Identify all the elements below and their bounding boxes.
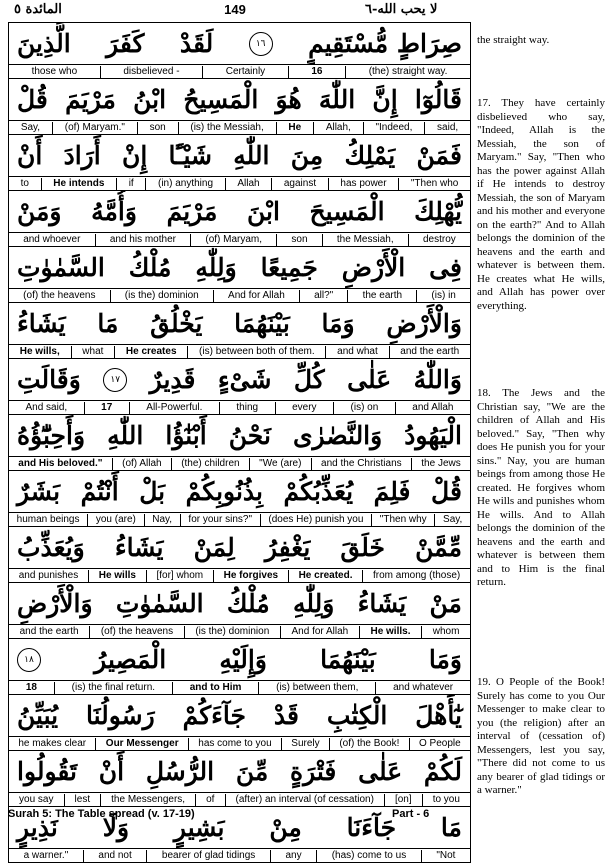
english-gloss: the Messengers, — [101, 794, 196, 806]
english-gloss: "Then who — [410, 177, 459, 189]
verse-line-4 — [9, 247, 470, 303]
juz-header-arabic: لا يحب الله-٦ — [365, 2, 438, 17]
english-gloss: human beings — [9, 514, 88, 526]
english-gloss-line — [9, 792, 470, 806]
english-gloss: and not — [84, 850, 148, 862]
english-gloss: "We (are) — [250, 458, 312, 470]
english-gloss: he makes clear — [9, 738, 96, 750]
arabic-word: ابْنَ — [246, 197, 280, 226]
arabic-word: وَلِلّٰهِ — [292, 589, 335, 618]
english-gloss: 18 — [9, 682, 55, 694]
english-gloss: you (are) — [88, 514, 144, 526]
english-gloss-line — [9, 120, 470, 134]
arabic-word: يَشَاءُ — [17, 309, 66, 338]
arabic-word: صِرَاطٍ مُّسْتَقِيمٍ — [308, 29, 462, 58]
english-gloss-line — [9, 288, 470, 302]
english-gloss: said, — [437, 121, 459, 133]
arabic-word: قَدْ — [273, 701, 299, 730]
english-gloss: and what — [326, 346, 389, 358]
arabic-word: وَأُمَّهُ — [91, 197, 137, 226]
english-gloss: (has) come to us — [317, 850, 422, 862]
english-gloss: (the) children — [172, 458, 250, 470]
english-gloss: those who — [9, 66, 101, 78]
arabic-word: قُلْ — [17, 85, 48, 114]
english-gloss: He wills — [89, 570, 147, 582]
english-gloss: "Not — [436, 849, 456, 861]
arabic-word: مَا — [440, 813, 462, 842]
english-gloss: (is the) dominion — [185, 626, 281, 638]
arabic-word: يَخْلُقُ — [150, 309, 203, 338]
english-gloss: "Indeed, — [364, 122, 426, 134]
english-gloss: has come to you — [189, 738, 282, 750]
english-gloss: Surely — [282, 738, 330, 750]
verse-line-3 — [9, 191, 470, 247]
english-gloss: Say, — [9, 122, 53, 134]
arabic-word: إِنَّ — [372, 85, 398, 114]
english-gloss: (is) the final return. — [55, 682, 173, 694]
arabic-word: الرُّسُلِ — [145, 757, 215, 786]
arabic-word: قَدِيرٌ — [149, 365, 196, 394]
arabic-word: السَّمٰوٰتِ — [115, 589, 204, 618]
arabic-line — [9, 695, 470, 736]
english-gloss: (of) the heavens — [90, 626, 185, 638]
arabic-word: الَّذِينَ — [17, 29, 71, 58]
english-gloss: He wills. — [360, 626, 422, 638]
arabic-line — [9, 471, 470, 512]
arabic-word: يٰٓأَهْلَ — [415, 701, 462, 730]
english-gloss: Allah — [226, 178, 273, 190]
arabic-word: فَمَنْ — [416, 141, 462, 170]
arabic-line — [9, 191, 470, 232]
arabic-word: مِنَ — [290, 141, 324, 170]
arabic-word: جَمِيعًا — [260, 253, 318, 282]
english-gloss: a warner." — [9, 850, 84, 862]
arabic-word: مُلْكُ — [128, 253, 172, 282]
english-gloss-line — [9, 848, 470, 862]
english-gloss: He creates — [115, 346, 188, 358]
arabic-word: وَمَنْ — [17, 197, 62, 226]
english-gloss: any — [271, 850, 317, 862]
arabic-word: قُلْ — [431, 477, 462, 506]
english-gloss: [on] — [385, 794, 423, 806]
arabic-line — [9, 79, 470, 120]
english-gloss: bearer of glad tidings — [147, 850, 271, 862]
english-gloss: He intends — [42, 178, 117, 190]
english-gloss: (of) Maryam." — [53, 122, 138, 134]
arabic-line — [9, 751, 470, 792]
english-gloss: (of) Maryam, — [191, 234, 277, 246]
english-gloss: if — [117, 178, 146, 190]
english-gloss: Nay, — [145, 514, 181, 526]
english-gloss: what — [72, 346, 116, 358]
surah-header-arabic: المائدة ٥ — [14, 2, 62, 17]
english-gloss: And for Allah — [281, 626, 360, 638]
arabic-word: لَقَدْ — [179, 29, 214, 58]
arabic-word: السَّمٰوٰتِ — [17, 253, 105, 282]
arabic-word: وَلَا — [102, 813, 130, 842]
english-gloss: He forgives — [214, 570, 289, 582]
english-gloss-line — [9, 512, 470, 526]
arabic-word: بِذُنُوبِكُمْ — [185, 477, 264, 506]
arabic-word: مَنْ — [429, 589, 462, 618]
english-gloss: disbelieved - — [101, 66, 203, 78]
arabic-word: اللّٰهِ — [107, 421, 144, 450]
english-gloss: (is) between them, — [259, 682, 376, 694]
arabic-word: مِنْ — [269, 813, 302, 842]
arabic-word: وَيُعَذِّبُ — [17, 533, 85, 562]
arabic-word: لَكُمْ — [423, 757, 462, 786]
arabic-word: أَنْتُمْ — [80, 477, 119, 506]
arabic-line — [9, 303, 470, 344]
word-by-word-grid — [8, 22, 471, 863]
english-gloss: 16 — [289, 66, 346, 78]
english-gloss: He — [277, 122, 314, 134]
arabic-word: أَنْ — [17, 141, 43, 170]
arabic-word: رَسُولُنَا — [85, 701, 155, 730]
english-gloss: to — [9, 178, 42, 190]
arabic-word: أَرَادَ — [63, 141, 101, 170]
verse-number-marker: ١٦ — [249, 32, 273, 56]
english-gloss: And said, — [9, 402, 85, 414]
arabic-word: بَلْ — [139, 477, 166, 506]
english-gloss: He wills, — [9, 346, 72, 358]
english-gloss: has power — [329, 178, 399, 190]
arabic-word: يَغْفِرُ — [264, 533, 311, 562]
english-gloss: the earth — [348, 290, 417, 302]
page-number: 149 — [224, 2, 246, 17]
arabic-word: تَقُولُوا — [17, 757, 77, 786]
arabic-word: مِّنَ — [235, 757, 269, 786]
commentary-verse-19: 19. O People of the Book! Surely has come to you Our Messenger to make clear to you (the religion) after an interval of (cessation of) Messengers, lest you say, "There did not come to us any bearer of glad tidings or a warner." — [477, 676, 605, 796]
english-gloss-line — [9, 624, 470, 638]
english-gloss: (is) the Messiah, — [179, 122, 277, 134]
english-gloss: "Then why — [372, 514, 435, 526]
english-gloss: (is the) dominion — [111, 290, 214, 302]
arabic-line — [9, 527, 470, 568]
footer-part-number: Part - 6 — [392, 808, 430, 820]
verse-line-1 — [9, 79, 470, 135]
arabic-word: وَمَا — [321, 309, 355, 338]
arabic-word: مُلْكُ — [226, 589, 270, 618]
english-gloss-line — [9, 176, 470, 190]
english-gloss: 17 — [85, 402, 130, 414]
arabic-word: شَيْـًٔا — [168, 141, 212, 170]
verse-line-9 — [9, 527, 470, 583]
english-gloss: and whoever — [9, 234, 96, 246]
english-gloss: whom — [432, 625, 460, 637]
arabic-word: فَلِمَ — [373, 477, 411, 506]
arabic-word: يَمْلِكُ — [344, 141, 396, 170]
english-gloss: and to Him — [173, 682, 259, 694]
arabic-word: نَذِيرٍ — [17, 813, 58, 842]
arabic-word: قَالُوٓا — [414, 85, 462, 114]
english-gloss-line — [9, 456, 470, 470]
verse-line-5 — [9, 303, 470, 359]
verse-line-12 — [9, 695, 470, 751]
english-gloss-line — [9, 736, 470, 750]
arabic-line — [9, 23, 470, 64]
arabic-word: الْيَهُودُ — [404, 421, 462, 450]
arabic-word: وَأَحِبّٰٓؤُهُ — [17, 421, 86, 450]
english-gloss: and His beloved." — [9, 458, 113, 470]
english-gloss: (is) on — [334, 402, 396, 414]
arabic-word: بَشَرٌ — [17, 477, 61, 506]
english-gloss: Certainly — [203, 66, 289, 78]
english-gloss: to you — [432, 793, 460, 805]
english-gloss: Our Messenger — [96, 738, 188, 750]
verse-line-11 — [9, 639, 470, 695]
arabic-word: اللّٰهَ — [318, 85, 356, 114]
arabic-word: جَآءَكُمْ — [182, 701, 246, 730]
english-gloss: destroy — [422, 233, 456, 245]
english-gloss: the Jews — [421, 457, 461, 469]
english-gloss: (is) in — [431, 289, 456, 301]
english-gloss: son — [138, 122, 179, 134]
arabic-word: يَشَاءُ — [114, 533, 164, 562]
english-gloss-line — [9, 232, 470, 246]
english-gloss: Allah, — [314, 122, 364, 134]
english-gloss-line — [9, 400, 470, 414]
arabic-word: يَشَاءُ — [357, 589, 407, 618]
verse-line-0 — [9, 23, 470, 79]
english-gloss: and Allah — [412, 401, 454, 413]
english-gloss: (of) the heavens — [9, 290, 111, 302]
verse-line-8 — [9, 471, 470, 527]
english-gloss: (is) between both of them. — [188, 346, 326, 358]
arabic-line — [9, 415, 470, 456]
english-gloss: thing — [220, 402, 276, 414]
english-gloss: against — [272, 178, 329, 190]
commentary-verse-17: 17. They have certainly disbelieved who say, "Indeed, Allah is the Messiah, the son of Maryam." Say, "Then who has the power against Allah if He intends to destroy Messiah, the son of Maryam and his mother and everyone on the earth?" And to Allah belongs the dominion of the heavens and the earth and whatever is between them. He creates what He wills, and Allah has power over everything. — [477, 97, 605, 312]
english-gloss-line — [9, 680, 470, 694]
arabic-word: وَلِلّٰهِ — [195, 253, 237, 282]
arabic-word: وَالنَّصٰرٰى — [292, 421, 383, 450]
arabic-word: الْكِتٰبِ — [326, 701, 388, 730]
english-gloss: Say, — [443, 513, 463, 525]
arabic-word: بَيْنَهُمَا — [320, 645, 376, 674]
english-gloss-line — [9, 64, 470, 78]
english-gloss: and the earth — [9, 626, 90, 638]
arabic-word: الْمَصِيرُ — [94, 645, 167, 674]
english-gloss: O People — [419, 737, 461, 749]
arabic-word: هُوَ — [275, 85, 302, 114]
arabic-word: جَآءَنَا — [346, 813, 397, 842]
arabic-word: عَلٰى — [347, 365, 392, 394]
english-gloss: the Messiah, — [323, 234, 409, 246]
verse-line-7 — [9, 415, 470, 471]
arabic-word: أَنْ — [98, 757, 125, 786]
english-gloss: and punishes — [9, 570, 89, 582]
verse-line-2 — [9, 135, 470, 191]
english-gloss: son — [277, 234, 323, 246]
arabic-word: وَالْأَرْضِ — [17, 589, 93, 618]
arabic-word: بَشِيرٍ — [173, 813, 225, 842]
arabic-word: وَقَالَتِ — [17, 365, 81, 394]
arabic-word: وَالْأَرْضِ — [386, 309, 462, 338]
english-gloss: of — [196, 794, 225, 806]
english-gloss: lest — [65, 794, 102, 806]
english-gloss: and whatever — [393, 681, 454, 693]
english-gloss: all?" — [300, 290, 348, 302]
english-gloss: (in) anything — [146, 178, 225, 190]
english-gloss: He created. — [289, 570, 363, 582]
arabic-line — [9, 583, 470, 624]
arabic-word: كُلِّ — [293, 365, 325, 394]
arabic-word: إِنْ — [121, 141, 148, 170]
english-gloss: (of) the Book! — [330, 738, 410, 750]
commentary-continuation: the straight way. — [477, 34, 550, 46]
verse-line-10 — [9, 583, 470, 639]
arabic-line — [9, 359, 470, 400]
arabic-word: لِمَنْ — [193, 533, 235, 562]
footer-surah-title: Surah 5: The Table spread (v. 17-19) — [8, 808, 195, 820]
arabic-word: وَإِلَيْهِ — [219, 645, 267, 674]
arabic-word: وَمَا — [428, 645, 462, 674]
english-gloss-line — [9, 344, 470, 358]
arabic-word: فِى — [429, 253, 462, 282]
english-gloss: (of) Allah — [113, 458, 172, 470]
arabic-word: عَلٰى — [358, 757, 403, 786]
arabic-word: مَرْيَمَ — [65, 85, 116, 114]
english-gloss: (the) straight way. — [368, 65, 448, 77]
arabic-word: نَحْنُ — [228, 421, 271, 450]
english-gloss: All-Powerful. — [130, 402, 220, 414]
verse-line-13 — [9, 751, 470, 807]
commentary-verse-18: 18. The Jews and the Christian say, "We are the children of Allah and His beloved." Say, "Then why does He punish you for your sins." Nay, you are human beings from among those He created. He forgives whom He wills and punishes whom He wills. And to Allah belongs the dominion of the heavens and the earth and whatever is between them and to Him is the final return. — [477, 387, 605, 588]
arabic-word: اللّٰهِ — [233, 141, 270, 170]
english-gloss: (does He) punish you — [261, 514, 372, 526]
arabic-line — [9, 247, 470, 288]
english-gloss: and the earth — [400, 345, 460, 357]
english-gloss: for your sins?" — [181, 514, 261, 526]
arabic-word: مِّمَّنْ — [415, 533, 462, 562]
english-gloss: (after) an interval (of cessation) — [226, 794, 385, 806]
arabic-word: بَيْنَهُمَا — [234, 309, 290, 338]
arabic-word: يُبَيِّنُ — [17, 701, 59, 730]
arabic-word: يُّهْلِكَ — [414, 197, 462, 226]
english-gloss: you say — [9, 794, 65, 806]
english-gloss: [for] whom — [147, 570, 214, 582]
arabic-word: الْمَسِيحُ — [183, 85, 259, 114]
arabic-word: مَرْيَمَ — [166, 197, 218, 226]
arabic-word: شَىْءٍ — [217, 365, 272, 394]
arabic-word: الْمَسِيحَ — [309, 197, 385, 226]
english-gloss: And for Allah — [214, 290, 300, 302]
verse-number-marker: ١٧ — [103, 368, 127, 392]
arabic-word: الْأَرْضِ — [341, 253, 406, 282]
arabic-word: أَبْنٰٓؤُا — [165, 421, 207, 450]
english-gloss: and the Christians — [312, 458, 412, 470]
arabic-line — [9, 135, 470, 176]
english-gloss-line — [9, 568, 470, 582]
arabic-word: كَفَرَ — [106, 29, 145, 58]
arabic-word: مَا — [97, 309, 119, 338]
english-gloss: and his mother — [96, 234, 192, 246]
english-gloss: every — [276, 402, 334, 414]
arabic-word: خَلَقَ — [340, 533, 385, 562]
arabic-word: وَاللّٰهُ — [413, 365, 462, 394]
verse-line-6 — [9, 359, 470, 415]
english-gloss: from among (those) — [372, 569, 461, 581]
arabic-line — [9, 639, 470, 680]
arabic-word: يُعَذِّبُكُمْ — [283, 477, 354, 506]
verse-number-marker: ١٨ — [17, 648, 41, 672]
arabic-word: ابْنُ — [133, 85, 167, 114]
arabic-word: فَتْرَةٍ — [289, 757, 337, 786]
